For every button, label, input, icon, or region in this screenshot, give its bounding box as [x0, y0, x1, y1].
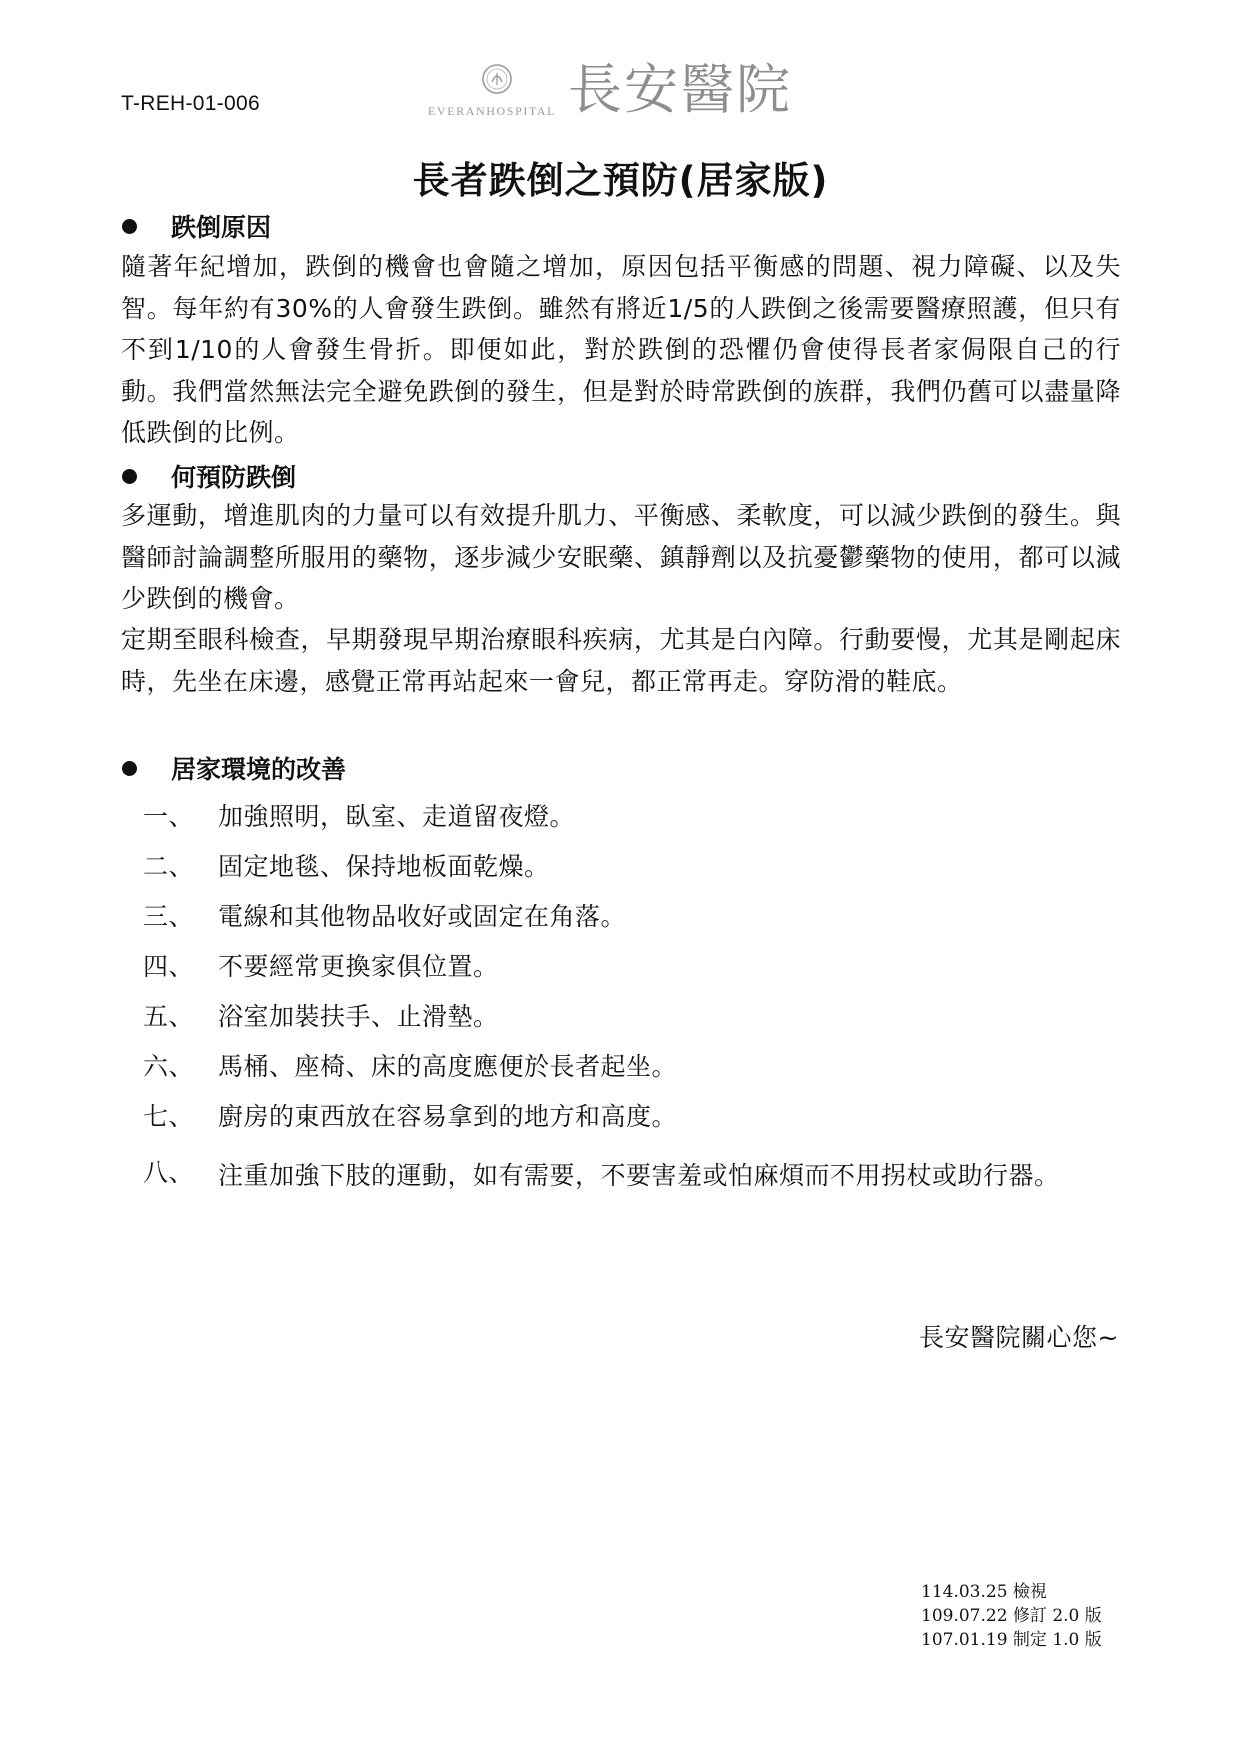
- hospital-logo: [428, 58, 828, 128]
- list-item-marker: 八、: [143, 1158, 195, 1187]
- logo-chinese-name: 長安醫院: [568, 58, 792, 121]
- list-item-marker: 七、: [143, 1102, 195, 1131]
- logo-english-name: EVERANHOSPITAL: [428, 104, 557, 118]
- list-item-text: 廚房的東西放在容易拿到的地方和高度。: [218, 1102, 678, 1131]
- list-item-text: 不要經常更換家俱位置。: [218, 952, 499, 981]
- bullet-icon: [122, 469, 137, 484]
- section-heading-causes: [118, 208, 271, 244]
- list-item: [143, 842, 1133, 892]
- section-heading-label: 居家環境的改善: [171, 755, 347, 784]
- list-item: [143, 1148, 1133, 1218]
- section-heading-home-environment: [118, 750, 346, 786]
- home-improvement-list: [143, 792, 1133, 1218]
- list-item-text: 加強照明，臥室、走道留夜燈。: [218, 802, 576, 831]
- sign-off-message: 長安醫院關心您~: [919, 1323, 1119, 1352]
- prevention-paragraph-2: 定期至眼科檢查，早期發現早期治療眼科疾病，尤其是白內障。行動要慢，尤其是剛起床時，先坐在床邊，感覺正常再站起來一會兒，都正常再走。穿防滑的鞋底。: [121, 625, 1121, 696]
- list-item-marker: 五、: [143, 1002, 195, 1031]
- section-heading-prevention: [118, 458, 296, 494]
- hospital-emblem-icon: [480, 62, 514, 96]
- revision-entry: 109.07.22 修訂 2.0 版: [921, 1606, 1102, 1626]
- list-item-text: 固定地毯、保持地板面乾燥。: [218, 852, 550, 881]
- list-item-marker: 三、: [143, 902, 195, 931]
- list-item: [143, 1042, 1133, 1092]
- list-item-text: 馬桶、座椅、床的高度應便於長者起坐。: [218, 1052, 678, 1081]
- list-item-text: 電線和其他物品收好或固定在角落。: [218, 902, 627, 931]
- bullet-icon: [122, 761, 137, 776]
- section-heading-label: 何預防跌倒: [171, 463, 297, 492]
- list-item-marker: 四、: [143, 952, 195, 981]
- list-item: [143, 892, 1133, 942]
- revision-history: [921, 1580, 1102, 1652]
- list-item-marker: 二、: [143, 852, 195, 881]
- list-item-text: 注重加強下肢的運動，如有需要，不要害羞或怕麻煩而不用拐杖或助行器。: [218, 1161, 1060, 1190]
- list-item-marker: 六、: [143, 1052, 195, 1081]
- bullet-icon: [122, 219, 137, 234]
- section-heading-label: 跌倒原因: [171, 213, 272, 242]
- list-item: [143, 942, 1133, 992]
- list-item: [143, 792, 1133, 842]
- causes-paragraph: 隨著年紀增加，跌倒的機會也會隨之增加，原因包括平衡感的問題、視力障礙、以及失智。每年約有30%的人會發生跌倒。雖然有將近1/5的人跌倒之後需要醫療照護，但只有不到1/10的人會發生骨折。即便如此，對於跌倒的恐懼仍會使得長者家侷限自己的行動。我們當然無法完全避免跌倒的發生，但是對於時常跌倒的族群，我們仍舊可以盡量降低跌倒的比例。: [121, 252, 1121, 447]
- page-title: 長者跌倒之預防(居家版): [412, 159, 829, 202]
- document-code: T-REH-01-006: [121, 92, 260, 115]
- prevention-paragraph-1: 多運動，增進肌肉的力量可以有效提升肌力、平衡感、柔軟度，可以減少跌倒的發生。與醫師討論調整所服用的藥物，逐步減少安眠藥、鎮靜劑以及抗憂鬱藥物的使用，都可以減少跌倒的機會。: [121, 501, 1121, 613]
- revision-entry: 114.03.25 檢視: [921, 1582, 1047, 1602]
- list-item-marker: 一、: [143, 802, 195, 831]
- revision-entry: 107.01.19 制定 1.0 版: [921, 1630, 1102, 1650]
- list-item: [143, 992, 1133, 1042]
- list-item-text: 浴室加裝扶手、止滑墊。: [218, 1002, 499, 1031]
